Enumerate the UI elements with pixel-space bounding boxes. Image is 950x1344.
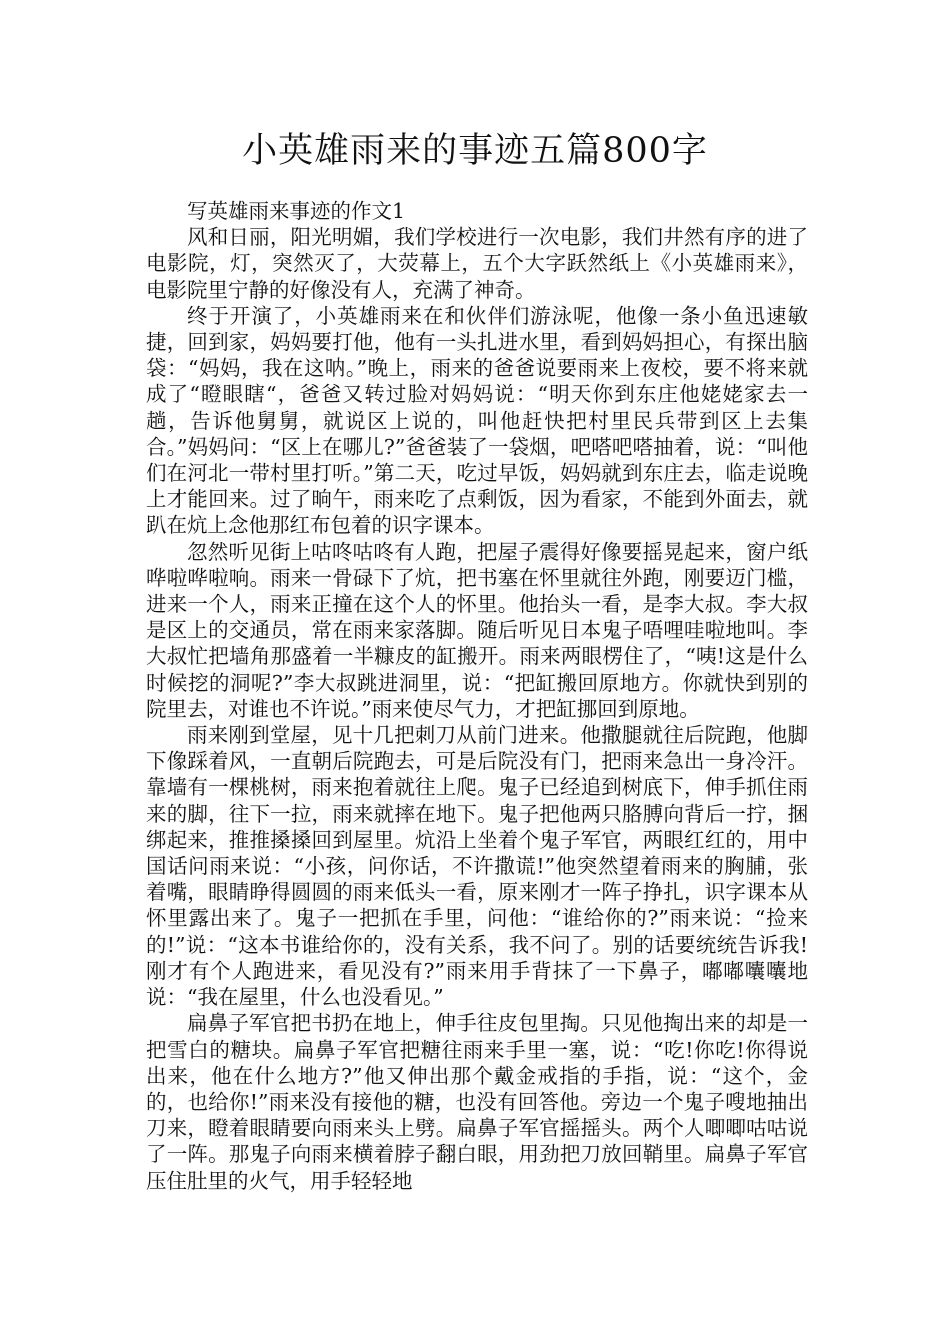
paragraph: 风和日丽，阳光明媚，我们学校进行一次电影，我们井然有序的进了电影院，灯，突然灭了，大荧幕上，五个大字跃然纸上《小英雄雨来》，电影院里宁静的好像没有人，充满了神奇。 bbox=[146, 225, 808, 302]
paragraph: 忽然听见街上咕咚咕咚有人跑，把屋子震得好像要摇晃起来，窗户纸哗啦哗啦响。雨来一骨碌下了炕，把书塞在怀里就往外跑，刚要迈门槛，进来一个人，雨来正撞在这个人的怀里。他抬头一看，是李大叔。李大叔是区上的交通员，常在雨来家落脚。随后听见日本鬼子唔哩哇啦地叫。李大叔忙把墙角那盛着一半糠皮的缸搬开。雨来两眼楞住了，“咦!这是什么时候挖的洞呢?”李大叔跳进洞里，说：“把缸搬回原地方。你就快到别的院里去，对谁也不许说。”雨来使尽气力，才把缸挪回到原地。 bbox=[146, 539, 808, 721]
paragraph: 终于开演了，小英雄雨来在和伙伴们游泳呢，他像一条小鱼迅速敏捷，回到家，妈妈要打他，他有一头扎进水里，看到妈妈担心，有探出脑袋：“妈妈，我在这呐。”晚上，雨来的爸爸说要雨来上夜校，要不将来就成了“瞪眼瞎“，爸爸又转过脸对妈妈说：“明天你到东庄他姥姥家去一趟，告诉他舅舅，就说区上说的，叫他赶快把村里民兵带到区上去集合。”妈妈问：“区上在哪儿?”爸爸装了一袋烟，吧嗒吧嗒抽着，说：“叫他们在河北一带村里打听。”第二天，吃过早饭，妈妈就到东庄去，临走说晚上才能回来。过了晌午，雨来吃了点剩饭，因为看家，不能到外面去，就趴在炕上念他那红布包着的识字课本。 bbox=[146, 303, 808, 538]
paragraph: 扁鼻子军官把书扔在地上，伸手往皮包里掏。只见他掏出来的却是一把雪白的糖块。扁鼻子军官把糖往雨来手里一塞，说：“吃!你吃!你得说出来，他在什么地方?”他又伸出那个戴金戒指的手指，说：“这个，金的，也给你!”雨来没有接他的糖，也没有回答他。旁边一个鬼子嗖地抽出刀来，瞪着眼睛要向雨来头上劈。扁鼻子军官摇摇头。两个人唧唧咕咕说了一阵。那鬼子向雨来横着脖子翻白眼，用劲把刀放回鞘里。扁鼻子军官压住肚里的火气，用手轻轻地 bbox=[146, 1011, 808, 1193]
paragraph: 雨来刚到堂屋，见十几把刺刀从前门进来。他撒腿就往后院跑，他脚下像踩着风，一直朝后院跑去，可是后院没有门，把雨来急出一身冷汗。靠墙有一棵桃树，雨来抱着就往上爬。鬼子已经追到树底下，伸手抓住雨来的脚，往下一拉，雨来就摔在地下。鬼子把他两只胳膊向背后一拧，捆绑起来，推推搡搡回到屋里。炕沿上坐着个鬼子军官，两眼红红的，用中国话问雨来说：“小孩，问你话，不许撒谎!”他突然望着雨来的胸脯，张着嘴，眼睛睁得圆圆的雨来低头一看，原来刚才一阵子挣扎，识字课本从怀里露出来了。鬼子一把抓在手里，问他：“谁给你的?”雨来说：“捡来的!”说：“这本书谁给你的，没有关系，我不问了。别的话要统统告诉我!刚才有个人跑进来，看见没有?”雨来用手背抹了一下鼻子，嘟嘟囔囔地说：“我在屋里，什么也没看见。” bbox=[146, 723, 808, 1010]
document-body bbox=[146, 198, 808, 1194]
essay-heading: 写英雄雨来事迹的作文1 bbox=[187, 199, 406, 223]
page-title: 小英雄雨来的事迹五篇800字 bbox=[242, 131, 708, 171]
